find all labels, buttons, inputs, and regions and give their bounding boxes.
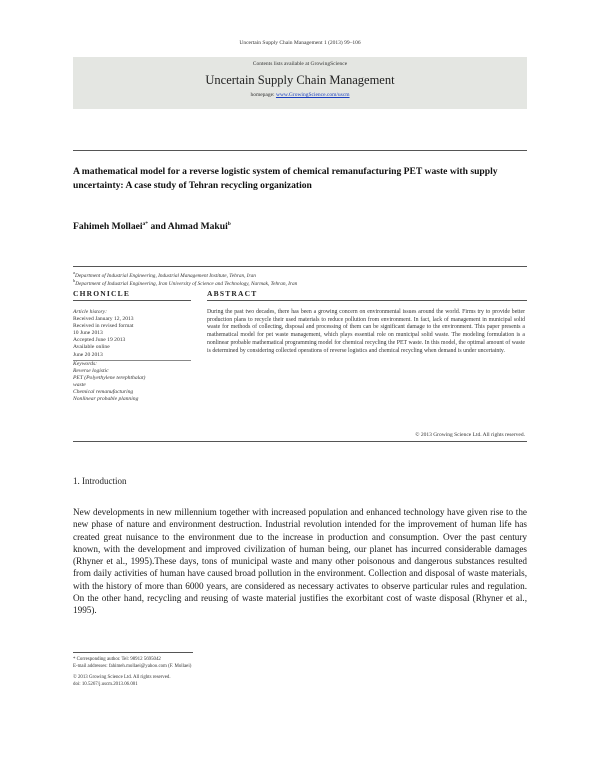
journal-homepage [73,92,527,98]
abstract-rule [207,300,527,301]
online-date: June 20 2013 [73,351,103,358]
affiliation-a-text: Department of Industrial Engineering, Industrial Management Institute, Tehran, Iran [74,272,256,279]
article-title: A mathematical model for a reverse logistic system of chemical remanufacturing PET waste with supply uncertainty: A case study of Tehran recycling organization [73,166,498,191]
received-date: Received January 12, 2013 [73,316,134,323]
affiliation-b-mark: b [73,278,76,283]
abstract-bottom-rule [73,441,527,442]
footnote-corresponding: * Corresponding author. Tel: 98912 5695042 [73,657,161,662]
article-info [73,309,191,403]
journal-banner [73,57,527,109]
accepted-date: Accepted June 19 2013 [73,337,126,344]
abstract-heading: ABSTRACT [207,289,258,298]
keyword: waste [73,381,86,388]
abstract-text: During the past two decades, there has been a growing concern on environmental issues around the world. Firms try to provide better production plans to recycle their used materials to reduce pollution from environment. In fact, lack of management in municipal solid waste for methods of collecting, disposal and processing of them can be significant damage to the environment. This paper presents a mathematical model for pet waste management, which plays essential role on municipal solid waste. The modeling formulation is a nonlinear probable mathematical programming model for chemical recycling the PET waste. In this model, the optimal amount of waste is determined by considering collected operations of reverse logistics and chemical recycling when demand is under uncertainty. [207,309,525,354]
footnote-rule [73,652,193,653]
revised-date: 10 June 2013 [73,330,103,337]
affiliation-b [73,278,297,287]
keyword: PET (Polyethylene terephthalat) [73,374,146,381]
keyword: Nonlinear probable planning [73,396,139,403]
running-head: Uncertain Supply Chain Management 1 (2013) 99–106 [239,40,361,46]
author-1-affil-mark: a* [142,221,149,227]
author-2-name: Ahmad Makui [167,221,228,233]
affiliation-top-rule [73,266,527,267]
keyword: Chemical remanufacturing [73,389,134,396]
author-2-affil-mark: b [227,221,231,227]
introduction-paragraph: New developments in new millennium together with increased population and enhanced technology have given rise to the new phase of nature and environment destruction. Industrial revolution intended for the improvement of human life has created great nuisance to the environment due to the increase in production and consumption. Over the past century known, with the development and improved civilization of human being, our planet has incurred considerable damages (Rhyner et al., 1995).These days, tons of municipal waste and many other poisonous and dangerous substances resulted from daily activities of human have caused broad pollution in the environment. Collection and disposal of waste materials, with the history of more than 6000 years, are considered as necessary activates to observe particular rules and regulation. On the other hand, recycling and reusing of waste material justifies the exorbitant cost of waste disposal (Rhyner et al., 1995). [73,507,527,616]
keyword: Reverse logistic [73,367,109,374]
revised-label: Received in revised format [73,323,134,330]
footnote-email: E-mail addresses: fahimeh.mollaei@yahoo.com (F. Mollaei) [73,664,192,669]
footnote-copyright: © 2013 Growing Science Ltd. All rights reserved. [73,675,171,680]
author-1-name: Fahimeh Mollaei [73,221,143,233]
keywords-label: Keywords: [73,360,98,367]
contents-line: Contents lists available at GrowingScience [252,61,348,67]
homepage-link[interactable]: www.GrowingScience.com/uscm [275,92,350,98]
section-heading-introduction: 1. Introduction [73,476,127,486]
history-label: Article history: [73,309,108,315]
author-line [73,221,231,232]
title-top-rule [73,150,527,151]
chronicle-rule [73,300,191,301]
online-label: Available online [73,344,110,351]
affiliation-b-text: Department of Industrial Engineering, Iran University of Science and Technology, Narmak, Tehran, Iran [75,280,298,287]
abstract-copyright: © 2013 Growing Science Ltd. All rights reserved. [415,432,525,438]
journal-name: Uncertain Supply Chain Management [205,73,395,87]
author-conjunction: and [148,221,168,233]
homepage-label: homepage: [250,92,276,98]
footnote-doi: doi: 10.5267/j.uscm.2013.06.001 [73,682,138,687]
affiliation-a-mark: a [73,270,75,275]
chronicle-heading: CHRONICLE [73,289,131,298]
